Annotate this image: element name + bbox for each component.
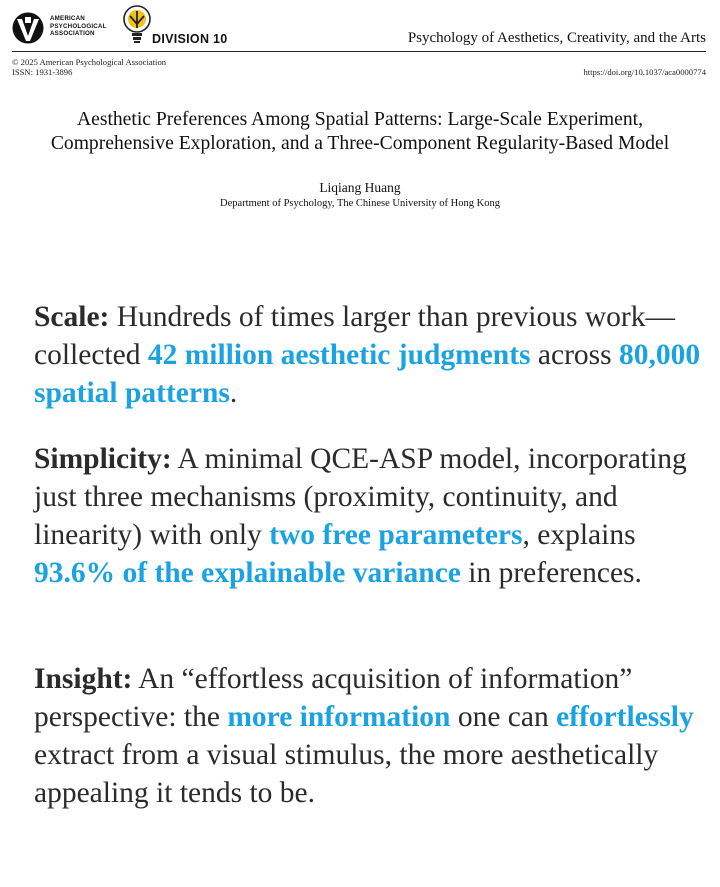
division-10-logo — [120, 4, 154, 46]
publication-meta — [12, 57, 166, 78]
division-label: DIVISION 10 — [152, 32, 228, 46]
header-divider — [12, 51, 706, 52]
scale-highlight-patterns: 80,000 spatial patterns — [34, 339, 701, 409]
issn-line: ISSN: 1931-3896 — [12, 67, 73, 78]
simplicity-label: Simplicity: — [34, 443, 172, 475]
author-name: Liqiang Huang — [319, 180, 401, 195]
highlight-insight: Insight: An “effortless acquisition of information” perspective: the more information one can effortlessly extract from a visual stimulus, the more aesthetically appealing it tends to be. — [34, 663, 694, 809]
paper-title: Aesthetic Preferences Among Spatial Patterns: Large-Scale Experiment, Comprehensive Exploration, and a Three-Component Regularity-Based Model — [50, 109, 670, 154]
scale-label: Scale: — [34, 301, 110, 333]
author-affiliation: Department of Psychology, The Chinese University of Hong Kong — [220, 198, 500, 209]
doi-link[interactable]: https://doi.org/10.1037/aca0000774 — [583, 67, 706, 77]
simplicity-highlight-variance: 93.6% of the explainable variance — [34, 557, 461, 589]
simplicity-highlight-parameters: two free parameters — [269, 519, 523, 551]
insight-highlight-effortlessly: effortlessly — [556, 701, 694, 733]
journal-header — [12, 4, 706, 50]
highlight-simplicity: Simplicity: A minimal QCE-ASP model, incorporating just three mechanisms (proximity, continuity, and linearity) with only two free parameters, explains 93.6% of the explainable variance in preferences. — [34, 443, 687, 589]
highlight-scale: Scale: Hundreds of times larger than previous work—collected 42 million aesthetic judgments across 80,000 spatial patterns. — [34, 301, 701, 409]
insight-highlight-information: more information — [227, 701, 451, 733]
copyright-line: © 2025 American Psychological Association — [12, 57, 167, 67]
insight-label: Insight: — [34, 663, 133, 695]
scale-highlight-judgments: 42 million aesthetic judgments — [147, 339, 531, 371]
apa-wordmark: AMERICAN PSYCHOLOGICAL ASSOCIATION — [50, 15, 107, 38]
journal-title: Psychology of Aesthetics, Creativity, and the Arts — [407, 30, 706, 46]
